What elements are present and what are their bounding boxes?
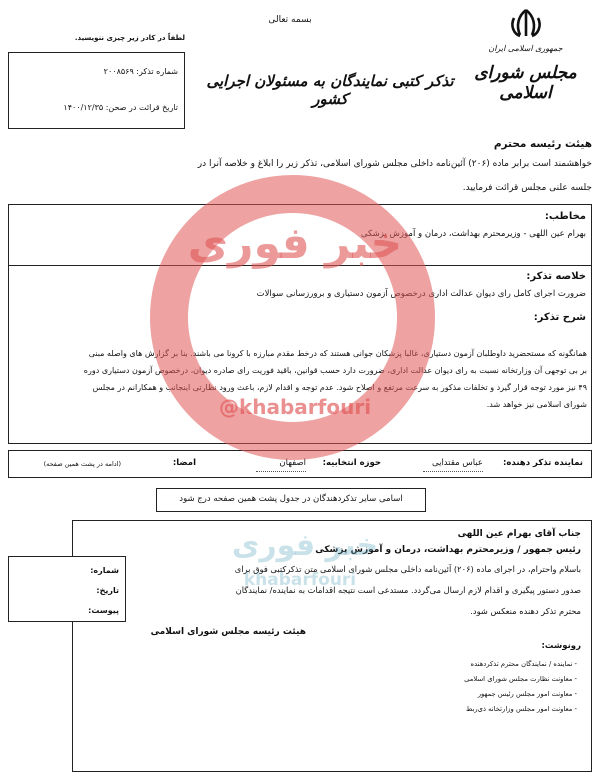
date-label: تاریخ: xyxy=(96,586,119,595)
letter-meta-box xyxy=(8,556,126,622)
no-write-note: لطفاً در کادر زیر چیزی ننویسید. xyxy=(74,34,185,42)
dotted-line xyxy=(423,471,483,472)
sign-label: امضا: xyxy=(172,458,196,468)
details-line: ۴۹ نیز مورد توجه قرار گیرد و تخلفات مذکور به سرعت مرتفع و اصلاح شود. عدم توجه و اقدام لازم، باعث ورود نظارتی اینجانب و همکارانم در مجلس xyxy=(92,383,587,392)
rep-label: نماینده تذکر دهنده: xyxy=(503,458,583,468)
divider xyxy=(8,265,592,266)
signature-row xyxy=(8,450,592,478)
details-line: همانگونه که مستحضرید داوطلبان آزمون دستیاری، غالبا پزشکان جوانی هستند که درخط مقدم مبارزه با کرونا می باشند. بنا بر گزارش های واصله مبنی xyxy=(88,349,587,358)
others-note: اسامی سایر تذکردهندگان در جدول پشت همین صفحه درج شود xyxy=(179,494,403,504)
cc-label: رونوشت: xyxy=(541,641,581,651)
cc-item: - معاونت امور مجلس رئیس جمهور xyxy=(477,690,577,698)
read-date: تاریخ قرائت در صحن: ۱۴۰۰/۱۲/۳۵ xyxy=(63,103,178,112)
details-text xyxy=(14,345,587,413)
logo-main-text: مجلس شورای اسلامی xyxy=(474,63,577,103)
addressee-value: بهرام عین اللهی - وزیرمحترم بهداشت، درمان و آموزش پزشکی xyxy=(360,229,586,239)
form-title: تذکر کتبی نمایندگان به مسئولان اجرایی کشور xyxy=(206,72,454,108)
salutation: هیئت رئیسه محترم xyxy=(493,138,592,150)
cc-item: - معاونت نظارت مجلس شورای اسلامی xyxy=(464,675,577,683)
intro-line-1: خواهشمند است برابر ماده (۲۰۶) آئین‌نامه داخلی مجلس شورای اسلامی، تذکر زیر را ابلاغ و خلاصه آنرا در xyxy=(197,159,592,169)
watermark-main: خبر فوری xyxy=(187,218,403,269)
cc-list xyxy=(347,657,577,717)
bismillah: بسمه تعالی xyxy=(268,15,312,25)
watermark-handle: @khabarfouri xyxy=(218,395,372,419)
emblem-icon xyxy=(506,8,546,38)
office-use-box xyxy=(8,52,185,129)
cc-item: - معاونت امور مجلس وزارتخانه ذی‌ربط xyxy=(466,705,577,713)
addressee-label: مخاطب: xyxy=(544,211,586,222)
letter-to: جناب آقای بهرام عین اللهی xyxy=(457,529,581,539)
summary-label: خلاصه تذکر: xyxy=(526,271,586,282)
details-line: بر بی توجهی آن وزارتخانه نسبت به رای دیوان عدالت اداری، ضرورت دارد حسب قوانین، باقید فوریت رای صادره دیوان، درخصوص آزمون دستیاری دوره xyxy=(83,366,587,375)
letter-sender: هیئت رئیسه مجلس شورای اسلامی xyxy=(150,627,306,637)
details-line: شورای اسلامی نیز خواهد شد. xyxy=(486,400,587,409)
letter-to-title: رئیس جمهور / وزیرمحترم بهداشت، درمان و آموزش پزشکی xyxy=(315,545,581,555)
letter-line-2: صدور دستور پیگیری و اقدام لازم ارسال می‌گردد. مستدعی است نتیجه اقدامات به نماینده/ نمایندگان xyxy=(235,585,581,595)
letter-line-1: باسلام واحترام، در اجرای ماده (۲۰۶) آئین‌نامه داخلی مجلس شورای اسلامی متن تذکرکتبی فوق برای xyxy=(234,564,581,574)
summary-value: ضرورت اجرای کامل رای دیوان عدالت اداری درخصوص آزمون دستیاری و برورزسانی سوالات xyxy=(256,289,586,299)
letter-box xyxy=(72,520,592,772)
letter-line-3: محترم تذکر دهنده منعکس شود. xyxy=(470,606,581,616)
watermark-small: خبر فوری xyxy=(231,528,379,563)
number-label: شماره: xyxy=(90,566,119,575)
watermark-small-handle: khabarfouri xyxy=(243,570,357,590)
doc-number: شماره تذکر: ۲۰۰۸۵۶۹ xyxy=(103,67,178,76)
rep-value: عباس مقتدایی xyxy=(432,458,483,468)
district-label: حوزه انتخابیه: xyxy=(322,458,381,468)
others-note-box xyxy=(156,488,426,512)
details-label: شرح تذکر: xyxy=(533,312,586,323)
logo-top-text: جمهوری اسلامی ایران xyxy=(488,44,563,53)
intro-line-2: جلسه علنی مجلس قرائت فرمایید. xyxy=(462,183,592,193)
parliament-logo xyxy=(463,8,588,126)
cc-item: - نماینده / نمایندگان محترم تذکردهنده xyxy=(470,660,577,668)
district-value: اصفهان xyxy=(279,458,306,468)
attach-label: پیوست: xyxy=(88,606,119,615)
continuation-note: (ادامه در پشت همین صفحه) xyxy=(43,460,121,468)
dotted-line xyxy=(256,471,306,472)
